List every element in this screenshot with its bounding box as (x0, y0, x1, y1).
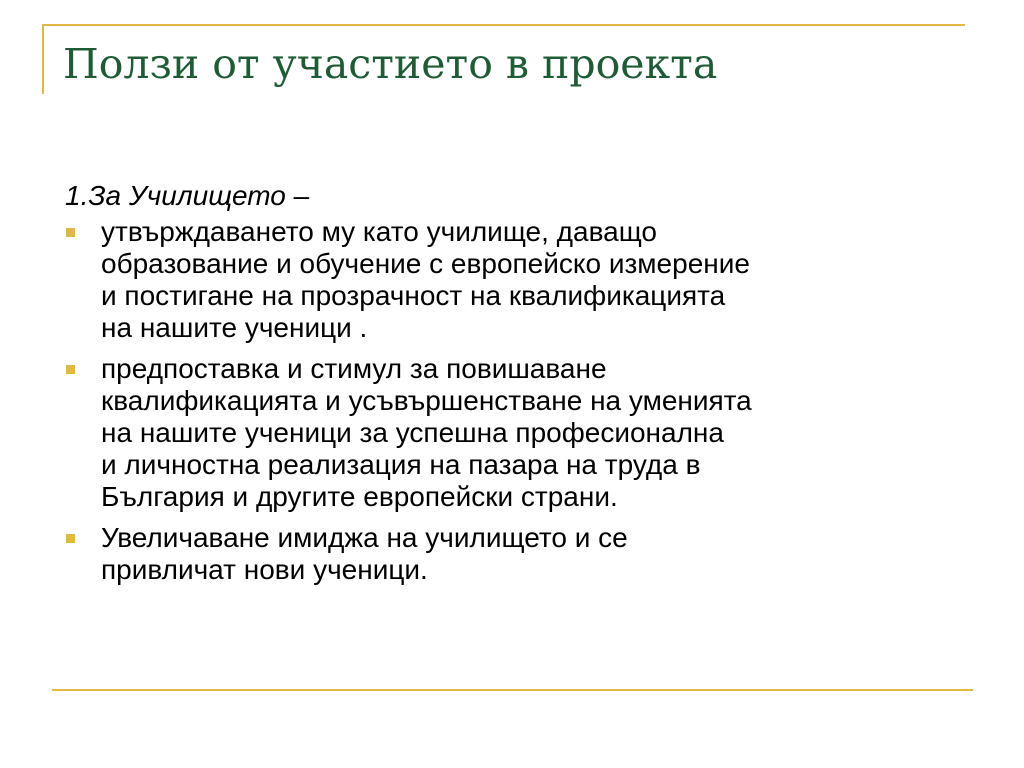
bullet-item (65, 522, 975, 586)
slide-body (65, 180, 975, 595)
bullet-text: утвърждаването му като училище, даващо образование и обучение с европейско измерение и постигане на прозрачност на квалификацията на нашите ученици . (101, 216, 750, 343)
bullet-text: предпоставка и стимул за повишаване квалификацията и усъвършенстване на уменията на нашите ученици за успешна професионална и личностна реализация на пазара на труда в България и другите европейски страни. (101, 353, 752, 512)
bottom-divider (52, 689, 973, 691)
bullet-item (65, 216, 975, 344)
square-bullet-icon (66, 534, 75, 543)
left-divider (42, 24, 44, 94)
bullet-text: Увеличаване имиджа на училището и се привличат нови ученици. (101, 522, 628, 585)
top-divider (42, 24, 965, 26)
slide-title: Ползи от участието в проекта (63, 40, 718, 88)
square-bullet-icon (66, 228, 75, 237)
section-subheading: 1.За Училището – (65, 180, 310, 211)
bullet-list (65, 216, 975, 586)
square-bullet-icon (66, 365, 75, 374)
bullet-item (65, 353, 975, 513)
